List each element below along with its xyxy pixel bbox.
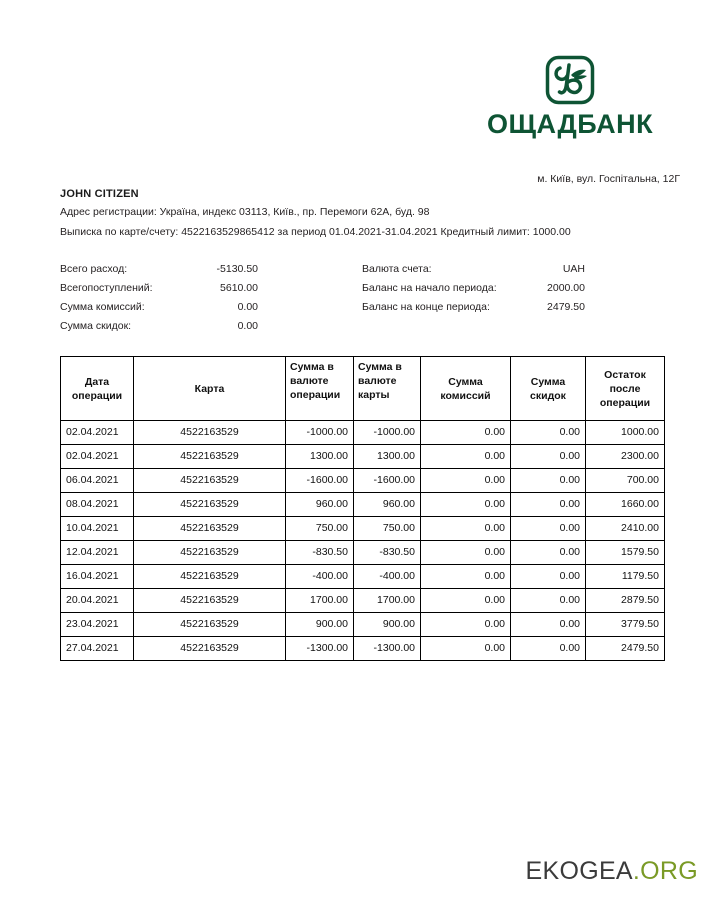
cell-amount-operation: -1600.00 bbox=[286, 469, 354, 493]
table-row bbox=[61, 517, 665, 541]
cell-amount-card: -1000.00 bbox=[354, 421, 421, 445]
summary-value: -5130.50 bbox=[216, 263, 258, 275]
summary-row bbox=[60, 260, 258, 279]
cell-commission: 0.00 bbox=[421, 469, 511, 493]
cell-commission: 0.00 bbox=[421, 613, 511, 637]
cell-card: 4522163529 bbox=[134, 445, 286, 469]
cell-discount: 0.00 bbox=[511, 517, 586, 541]
cell-date: 27.04.2021 bbox=[61, 637, 134, 661]
table-header-row bbox=[61, 357, 665, 421]
summary-row bbox=[362, 260, 585, 279]
cell-balance: 2300.00 bbox=[586, 445, 665, 469]
summary-row bbox=[60, 279, 258, 298]
table-row bbox=[61, 613, 665, 637]
cell-amount-card: 1300.00 bbox=[354, 445, 421, 469]
summary-row bbox=[362, 279, 585, 298]
bank-logo-block bbox=[460, 55, 680, 138]
cell-balance: 2479.50 bbox=[586, 637, 665, 661]
cell-discount: 0.00 bbox=[511, 421, 586, 445]
cell-balance: 1579.50 bbox=[586, 541, 665, 565]
summary-value: 2000.00 bbox=[547, 282, 585, 294]
cell-discount: 0.00 bbox=[511, 541, 586, 565]
summary-right bbox=[362, 260, 585, 317]
cell-amount-card: 750.00 bbox=[354, 517, 421, 541]
cell-date: 06.04.2021 bbox=[61, 469, 134, 493]
summary-left bbox=[60, 260, 258, 336]
cell-discount: 0.00 bbox=[511, 589, 586, 613]
cell-balance: 1000.00 bbox=[586, 421, 665, 445]
statement-period-line: Выписка по карте/счету: 4522163529865412 за период 01.04.2021-31.04.2021 Кредитный лимит: 1000.00 bbox=[60, 226, 571, 238]
cell-balance: 700.00 bbox=[586, 469, 665, 493]
cell-commission: 0.00 bbox=[421, 565, 511, 589]
bank-address: м. Київ, вул. Госпітальна, 12Г bbox=[537, 173, 680, 185]
cell-date: 16.04.2021 bbox=[61, 565, 134, 589]
summary-label: Всегопоступлений: bbox=[60, 282, 153, 294]
table-row bbox=[61, 493, 665, 517]
cell-discount: 0.00 bbox=[511, 445, 586, 469]
cell-amount-operation: 1300.00 bbox=[286, 445, 354, 469]
summary-value: 0.00 bbox=[237, 301, 258, 313]
cell-amount-operation: -1000.00 bbox=[286, 421, 354, 445]
bank-wordmark: ОЩАДБАНК bbox=[486, 109, 654, 139]
cell-balance: 1660.00 bbox=[586, 493, 665, 517]
table-row bbox=[61, 445, 665, 469]
cell-amount-operation: 960.00 bbox=[286, 493, 354, 517]
cell-date: 10.04.2021 bbox=[61, 517, 134, 541]
cell-balance: 3779.50 bbox=[586, 613, 665, 637]
cell-date: 02.04.2021 bbox=[61, 421, 134, 445]
column-header-card: Карта bbox=[134, 357, 286, 421]
cell-discount: 0.00 bbox=[511, 493, 586, 517]
cell-amount-operation: -400.00 bbox=[286, 565, 354, 589]
cell-balance: 2410.00 bbox=[586, 517, 665, 541]
summary-row bbox=[60, 298, 258, 317]
table-row bbox=[61, 541, 665, 565]
column-header-amount-operation: Сумма в валюте операции bbox=[286, 357, 354, 421]
cell-commission: 0.00 bbox=[421, 541, 511, 565]
watermark-primary: EKOGEA bbox=[525, 857, 633, 885]
cell-amount-operation: 900.00 bbox=[286, 613, 354, 637]
cell-commission: 0.00 bbox=[421, 445, 511, 469]
cell-card: 4522163529 bbox=[134, 517, 286, 541]
cell-amount-card: 960.00 bbox=[354, 493, 421, 517]
cell-card: 4522163529 bbox=[134, 493, 286, 517]
summary-row bbox=[60, 317, 258, 336]
summary-value: 0.00 bbox=[237, 320, 258, 332]
cell-date: 08.04.2021 bbox=[61, 493, 134, 517]
cell-balance: 2879.50 bbox=[586, 589, 665, 613]
cell-amount-card: -400.00 bbox=[354, 565, 421, 589]
table-row bbox=[61, 565, 665, 589]
cell-card: 4522163529 bbox=[134, 565, 286, 589]
cell-amount-card: 900.00 bbox=[354, 613, 421, 637]
table-row bbox=[61, 421, 665, 445]
cell-balance: 1179.50 bbox=[586, 565, 665, 589]
cell-commission: 0.00 bbox=[421, 637, 511, 661]
summary-value: UAH bbox=[562, 263, 585, 275]
cell-card: 4522163529 bbox=[134, 589, 286, 613]
cell-card: 4522163529 bbox=[134, 541, 286, 565]
customer-name: JOHN CITIZEN bbox=[60, 188, 139, 200]
cell-amount-operation: 1700.00 bbox=[286, 589, 354, 613]
watermark bbox=[526, 859, 699, 884]
summary-label: Всего расход: bbox=[60, 263, 128, 275]
cell-date: 02.04.2021 bbox=[61, 445, 134, 469]
cell-discount: 0.00 bbox=[511, 565, 586, 589]
cell-date: 12.04.2021 bbox=[61, 541, 134, 565]
cell-amount-card: -1600.00 bbox=[354, 469, 421, 493]
cell-commission: 0.00 bbox=[421, 493, 511, 517]
summary-value: 5610.00 bbox=[220, 282, 258, 294]
cell-card: 4522163529 bbox=[134, 421, 286, 445]
cell-amount-card: -830.50 bbox=[354, 541, 421, 565]
table-row bbox=[61, 469, 665, 493]
cell-amount-operation: 750.00 bbox=[286, 517, 354, 541]
cell-amount-card: -1300.00 bbox=[354, 637, 421, 661]
table-row bbox=[61, 637, 665, 661]
table-row bbox=[61, 589, 665, 613]
summary-label: Баланс на начало периода: bbox=[362, 282, 497, 294]
oschadbank-leaf-logo-icon bbox=[545, 55, 595, 105]
summary-label: Сумма скидок: bbox=[60, 320, 132, 332]
summary-value: 2479.50 bbox=[547, 301, 585, 313]
cell-amount-operation: -830.50 bbox=[286, 541, 354, 565]
summary-label: Сумма комиссий: bbox=[60, 301, 145, 313]
cell-card: 4522163529 bbox=[134, 469, 286, 493]
column-header-discount: Сумма скидок bbox=[511, 357, 586, 421]
cell-commission: 0.00 bbox=[421, 589, 511, 613]
column-header-balance: Остаток после операции bbox=[586, 357, 665, 421]
cell-amount-operation: -1300.00 bbox=[286, 637, 354, 661]
cell-commission: 0.00 bbox=[421, 421, 511, 445]
transactions-table bbox=[60, 356, 665, 661]
cell-discount: 0.00 bbox=[511, 469, 586, 493]
cell-amount-card: 1700.00 bbox=[354, 589, 421, 613]
cell-card: 4522163529 bbox=[134, 637, 286, 661]
column-header-commission: Сумма комиссий bbox=[421, 357, 511, 421]
summary-label: Баланс на конце периода: bbox=[362, 301, 490, 313]
cell-card: 4522163529 bbox=[134, 613, 286, 637]
watermark-secondary: .ORG bbox=[632, 857, 698, 885]
customer-registration-address: Адрес регистрации: Україна, индекс 03113, Київ., пр. Перемоги 62А, буд. 98 bbox=[60, 206, 430, 218]
summary-row bbox=[362, 298, 585, 317]
cell-date: 23.04.2021 bbox=[61, 613, 134, 637]
cell-commission: 0.00 bbox=[421, 517, 511, 541]
cell-discount: 0.00 bbox=[511, 637, 586, 661]
cell-date: 20.04.2021 bbox=[61, 589, 134, 613]
summary-label: Валюта счета: bbox=[362, 263, 432, 275]
cell-discount: 0.00 bbox=[511, 613, 586, 637]
column-header-amount-card: Сумма в валюте карты bbox=[354, 357, 421, 421]
column-header-date: Дата операции bbox=[61, 357, 134, 421]
